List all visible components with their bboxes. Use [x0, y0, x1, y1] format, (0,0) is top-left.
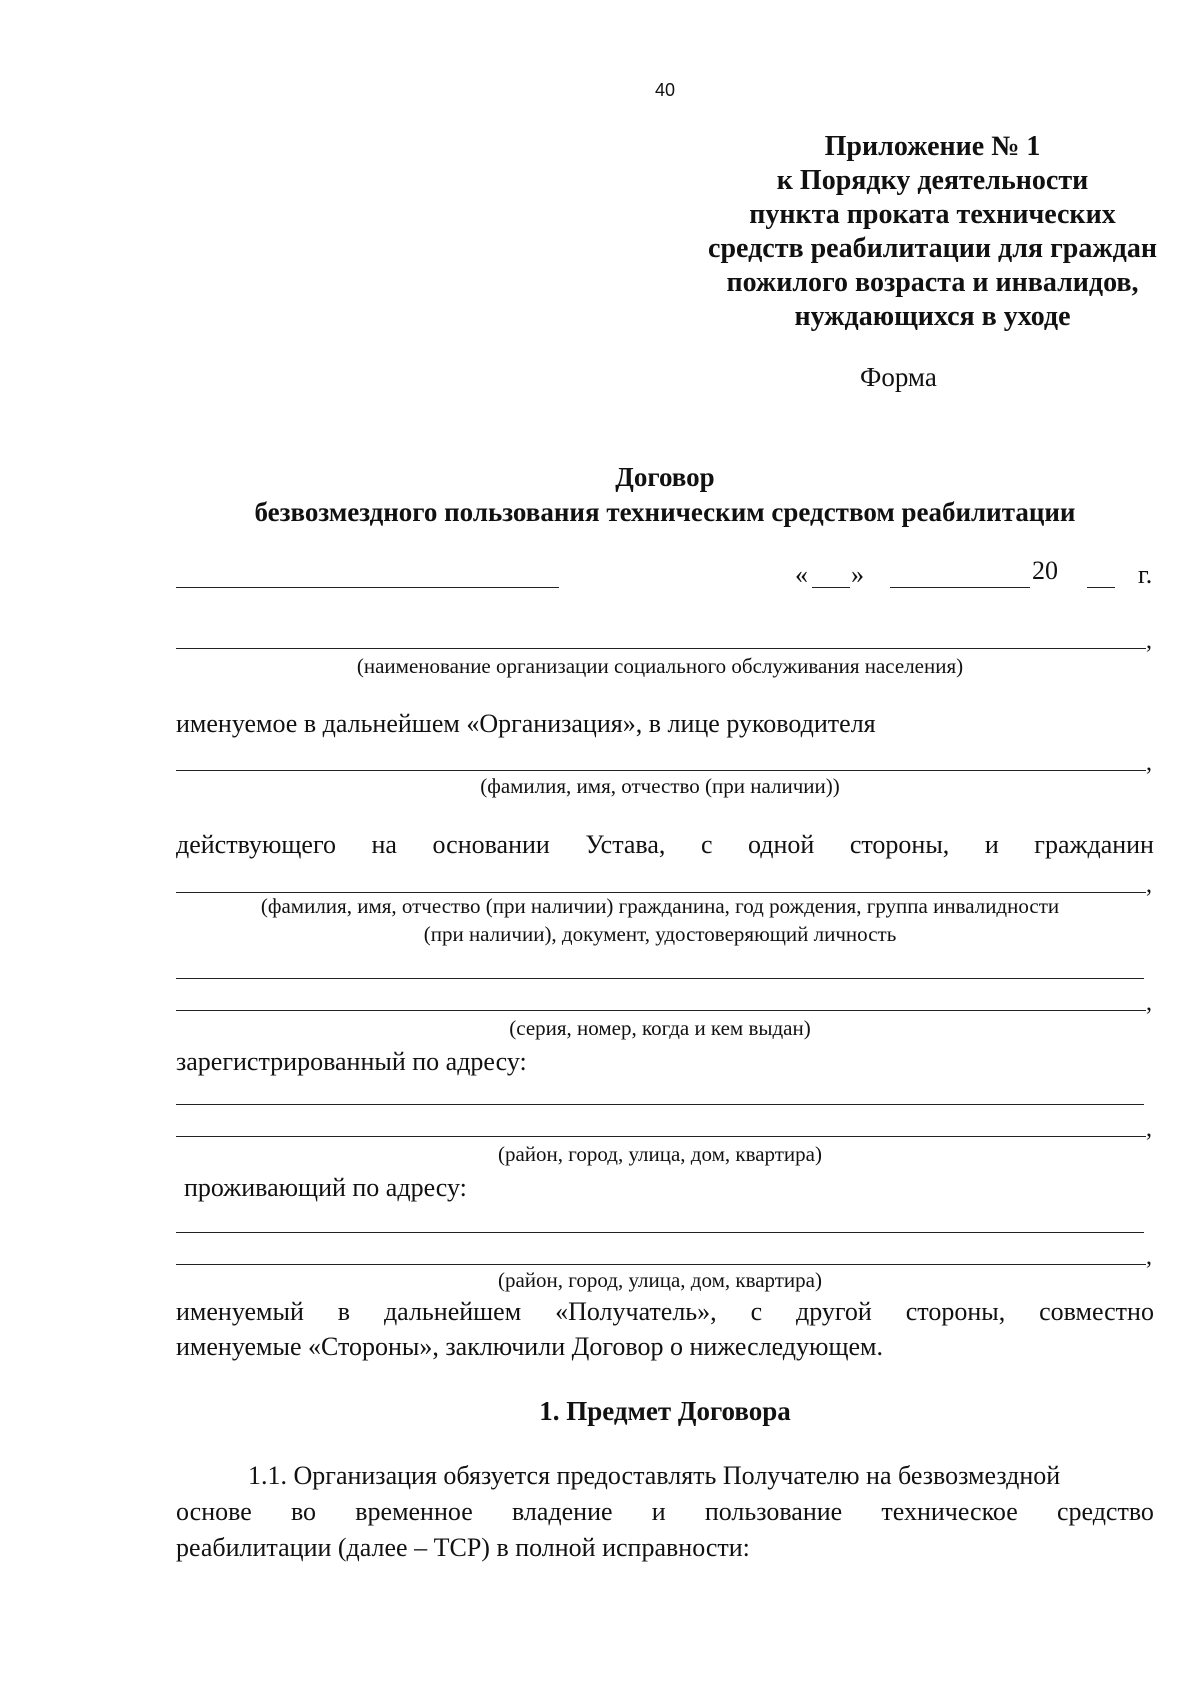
- word: пользование: [704, 1497, 843, 1526]
- reg-address-field-line2[interactable]: [176, 1136, 1146, 1137]
- date-close-quote: »: [851, 560, 864, 589]
- comma: ,: [1146, 990, 1152, 1016]
- word: совместно: [1039, 1297, 1154, 1326]
- head-name-caption: (фамилия, имя, отчество (при наличии)): [480, 774, 840, 798]
- acting-text: [176, 827, 1154, 862]
- year-suffix: г.: [1138, 560, 1153, 589]
- word: гражданин: [1034, 830, 1154, 859]
- annex-line: нуждающихся в уходе: [794, 301, 1071, 332]
- comma: ,: [1146, 872, 1152, 898]
- word: с: [700, 830, 713, 859]
- word: стороны,: [905, 1297, 1006, 1326]
- word: одной: [748, 830, 815, 859]
- word: действующего: [176, 830, 336, 859]
- word: владение: [511, 1497, 613, 1526]
- named-org-text: именуемое в дальнейшем «Организация», в лице руководителя: [176, 709, 876, 738]
- annex-line: пункта проката технических: [749, 199, 1116, 230]
- annex-line: пожилого возраста и инвалидов,: [726, 267, 1139, 298]
- word: и: [984, 830, 999, 859]
- comma: ,: [1146, 1116, 1152, 1142]
- named-recipient-text: [176, 1294, 1154, 1329]
- word: основе: [176, 1497, 252, 1526]
- annex-line: к Порядку деятельности: [776, 165, 1089, 196]
- paragraph-line: 1.1. Организация обязуется предоставлять Получателю на безвозмездной: [248, 1461, 1061, 1490]
- word: другой: [796, 1297, 872, 1326]
- day-field[interactable]: [812, 587, 850, 588]
- date-open-quote: «: [795, 560, 808, 589]
- annex-heading: [620, 130, 1200, 334]
- reg-address-caption: (район, город, улица, дом, квартира): [497, 1142, 822, 1166]
- organization-caption: (наименование организации социального обслуживания населения): [356, 654, 964, 678]
- word: временное: [355, 1497, 473, 1526]
- section-heading: 1. Предмет Договора: [539, 1396, 791, 1426]
- word: во: [290, 1497, 317, 1526]
- paragraph-line: реабилитации (далее – ТСР) в полной исправности:: [176, 1533, 750, 1562]
- document-caption: (серия, номер, когда и кем выдан): [509, 1016, 811, 1040]
- page-number: 40: [654, 80, 676, 100]
- word: и: [651, 1497, 666, 1526]
- month-field[interactable]: [890, 587, 1030, 588]
- word: Устава,: [585, 830, 666, 859]
- word: стороны,: [849, 830, 950, 859]
- contract-title: [160, 460, 1170, 530]
- registered-text: зарегистрированный по адресу:: [176, 1047, 527, 1076]
- word: именуемый: [176, 1297, 304, 1326]
- year-field[interactable]: [1087, 587, 1115, 588]
- word: основании: [432, 830, 550, 859]
- living-text: проживающий по адресу:: [184, 1173, 467, 1202]
- paragraph-line: [176, 1494, 1154, 1529]
- head-name-field[interactable]: [176, 770, 1146, 771]
- live-address-caption: (район, город, улица, дом, квартира): [497, 1268, 822, 1292]
- contract-title-line2: безвозмездного пользования техническим средством реабилитации: [254, 497, 1076, 527]
- word: техническое: [881, 1497, 1018, 1526]
- document-field-line1[interactable]: [176, 978, 1144, 979]
- annex-line: средств реабилитации для граждан: [708, 233, 1157, 264]
- comma: ,: [1146, 628, 1152, 654]
- contract-title-line1: Договор: [615, 462, 715, 492]
- named-parties-text: именуемые «Стороны», заключили Договор о нижеследующем.: [176, 1332, 883, 1361]
- comma: ,: [1146, 750, 1152, 776]
- word: с: [750, 1297, 763, 1326]
- comma: ,: [1146, 1244, 1152, 1270]
- word: дальнейшем: [383, 1297, 522, 1326]
- word: в: [337, 1297, 351, 1326]
- citizen-caption-line1: (фамилия, имя, отчество (при наличии) гражданина, год рождения, группа инвалидности: [260, 894, 1060, 918]
- live-address-field-line1[interactable]: [176, 1232, 1144, 1233]
- word: средство: [1056, 1497, 1154, 1526]
- form-label: Форма: [860, 362, 937, 392]
- word: «Получатель»,: [555, 1297, 717, 1326]
- reg-address-field-line1[interactable]: [176, 1104, 1144, 1105]
- annex-line: Приложение № 1: [824, 131, 1041, 162]
- word: на: [371, 830, 397, 859]
- year-prefix: 20: [1032, 556, 1058, 585]
- place-field[interactable]: [176, 587, 559, 588]
- live-address-field-line2[interactable]: [176, 1264, 1146, 1265]
- organization-field[interactable]: [176, 648, 1146, 649]
- document-field-line2[interactable]: [176, 1010, 1146, 1011]
- citizen-caption-line2: (при наличии), документ, удостоверяющий личность: [423, 922, 897, 946]
